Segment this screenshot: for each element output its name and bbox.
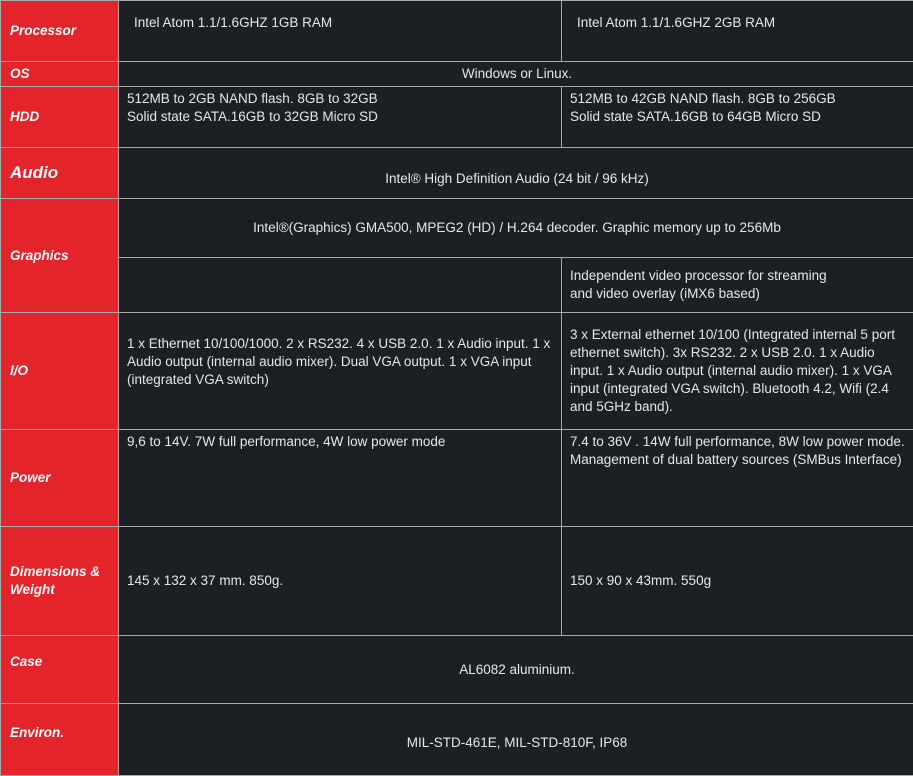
- case-value: AL6082 aluminium.: [119, 636, 913, 704]
- io-model-2: 3 x External ethernet 10/100 (Integrated internal 5 port ethernet switch). 3x RS232. 2 x USB 2.0. 1 x Audio input. 1 x Audio output (internal audio mixer). 1 x VGA input (integrated VGA switch). Bluetooth 4.2, Wifi (2.4 and 5GHz band).: [562, 313, 913, 430]
- power-model-2: 7.4 to 36V . 14W full performance, 8W low power mode. Management of dual battery sources (SMBus Interface): [562, 430, 913, 527]
- dimensions-label-line1: Dimensions &: [10, 563, 112, 581]
- hdd-label: HDD: [1, 87, 119, 148]
- graphics-extra-model-1: [119, 258, 562, 313]
- graphics-extra-line2: and video overlay (iMX6 based): [570, 285, 907, 303]
- hdd-model-1-line1: 512MB to 2GB NAND flash. 8GB to 32GB: [127, 90, 555, 108]
- row-hdd: [1, 87, 913, 148]
- processor-label: Processor: [1, 1, 119, 62]
- row-dimensions: [1, 527, 913, 636]
- graphics-extra-line1: Independent video processor for streaming: [570, 267, 907, 285]
- hdd-model-2-line1: 512MB to 42GB NAND flash. 8GB to 256GB: [570, 90, 907, 108]
- audio-value: Intel® High Definition Audio (24 bit / 96 kHz): [119, 148, 913, 199]
- graphics-label: Graphics: [1, 199, 119, 313]
- dimensions-label: [1, 527, 119, 636]
- hdd-model-1: [119, 87, 562, 148]
- dimensions-model-2: 150 x 90 x 43mm. 550g: [562, 527, 913, 636]
- power-label: Power: [1, 430, 119, 527]
- row-case: [1, 636, 913, 704]
- environ-label: Environ.: [1, 704, 119, 776]
- hdd-model-2-line2: Solid state SATA.16GB to 64GB Micro SD: [570, 108, 907, 126]
- hdd-model-1-line2: Solid state SATA.16GB to 32GB Micro SD: [127, 108, 555, 126]
- audio-label: Audio: [1, 148, 119, 199]
- graphics-value: Intel®(Graphics) GMA500, MPEG2 (HD) / H.264 decoder. Graphic memory up to 256Mb: [119, 199, 913, 258]
- case-label: Case: [1, 636, 119, 704]
- environ-value: MIL-STD-461E, MIL-STD-810F, IP68: [119, 704, 913, 776]
- hdd-model-2: [562, 87, 913, 148]
- row-os: [1, 62, 913, 87]
- power-model-1: 9,6 to 14V. 7W full performance, 4W low power mode: [119, 430, 562, 527]
- dimensions-label-line2: Weight: [10, 581, 112, 599]
- row-io: [1, 313, 913, 430]
- row-processor: [1, 1, 913, 62]
- row-environ: [1, 704, 913, 776]
- row-graphics: [1, 199, 913, 258]
- row-graphics-extra: [1, 258, 913, 313]
- io-label: I/O: [1, 313, 119, 430]
- processor-model-2: Intel Atom 1.1/1.6GHZ 2GB RAM: [562, 1, 913, 62]
- processor-model-1: Intel Atom 1.1/1.6GHZ 1GB RAM: [119, 1, 562, 62]
- row-audio: [1, 148, 913, 199]
- dimensions-model-1: 145 x 132 x 37 mm. 850g.: [119, 527, 562, 636]
- os-label: OS: [1, 62, 119, 87]
- graphics-extra-model-2: [562, 258, 913, 313]
- io-model-1: 1 x Ethernet 10/100/1000. 2 x RS232. 4 x USB 2.0. 1 x Audio input. 1 x Audio output (internal audio mixer). Dual VGA output. 1 x VGA input (integrated VGA switch): [119, 313, 562, 430]
- os-value: Windows or Linux.: [119, 62, 913, 87]
- row-power: [1, 430, 913, 527]
